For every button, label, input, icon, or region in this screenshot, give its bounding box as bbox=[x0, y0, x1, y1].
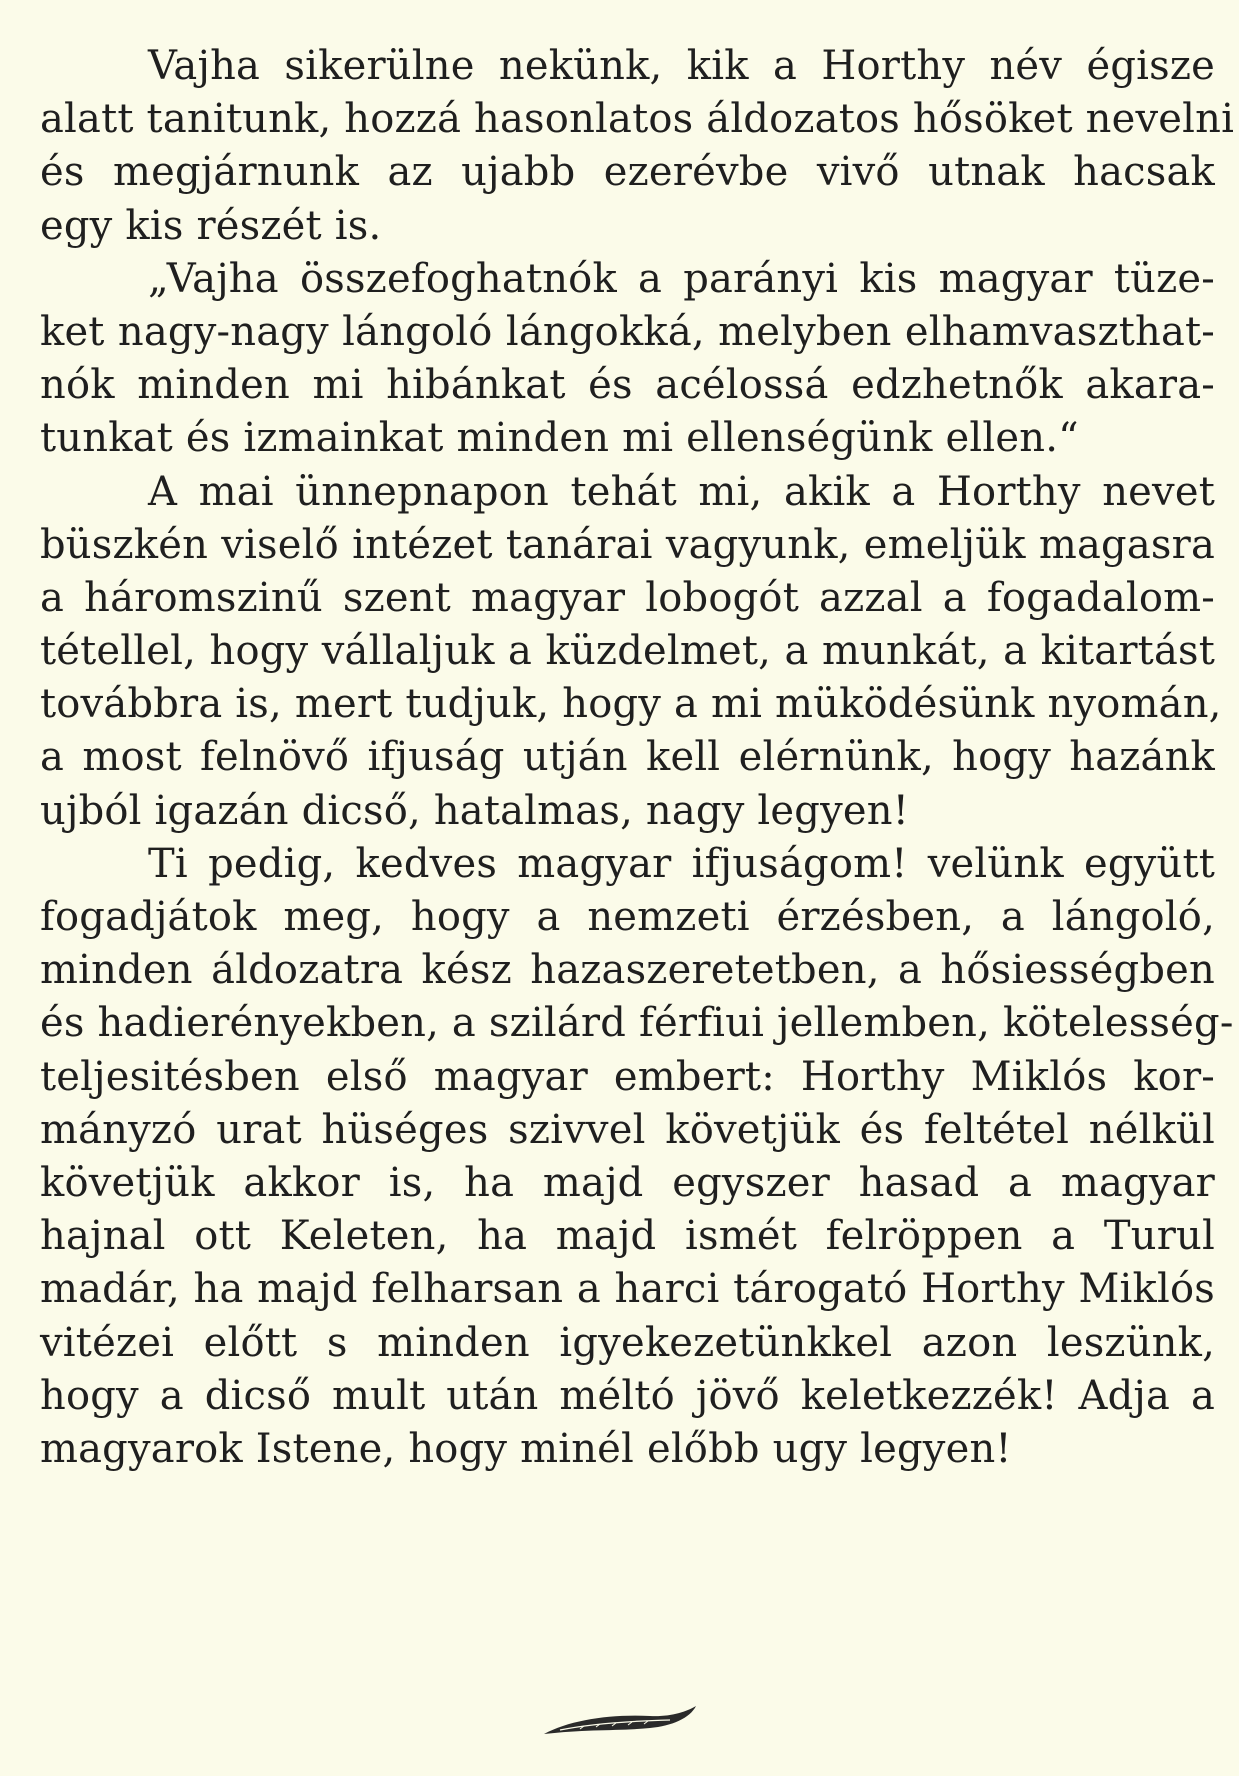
paragraph-1-line-2: alatt tanitunk, hozzá hasonlatos áldozatos hősöket nevelni bbox=[40, 96, 1235, 143]
paragraph-4-line-1: Ti pedig, kedves magyar ifjuságom! velünk együtt bbox=[148, 840, 1215, 887]
paragraph-4-line-3: minden áldozatra kész hazaszeretetben, a hősiességben bbox=[40, 947, 1215, 994]
text-block bbox=[40, 40, 1235, 1476]
paragraph-4-line-10: vitézei előtt s minden igyekezetünkkel azon leszünk, bbox=[40, 1319, 1215, 1366]
paragraph-4-line-9: madár, ha majd felharsan a harci tárogató Horthy Miklós bbox=[40, 1266, 1215, 1313]
paragraph-4-line-5: teljesitésben első magyar embert: Horthy Miklós kor- bbox=[40, 1053, 1215, 1100]
paragraph-4-line-4: és hadierényekben, a szilárd férfiui jellemben, kötelesség- bbox=[40, 1000, 1234, 1047]
paragraph-4-line-12: magyarok Istene, hogy minél előbb ugy legyen! bbox=[40, 1425, 1012, 1472]
paragraph-3-line-5: továbbra is, mert tudjuk, hogy a mi müködésünk nyomán, bbox=[40, 681, 1222, 728]
paragraph-2-line-2: ket nagy-nagy lángoló lángokká, melyben elhamvaszthat- bbox=[40, 308, 1215, 355]
paragraph-2-line-1: „Vajha összefoghatnók a parányi kis magyar tüze- bbox=[148, 255, 1215, 302]
decorative-flourish-icon bbox=[540, 1702, 700, 1742]
paragraph-2-line-4: tunkat és izmainkat minden mi ellenségünk ellen.“ bbox=[40, 415, 1079, 462]
paragraph-1-line-3: és megjárnunk az ujabb ezerévbe vivő utnak hacsak bbox=[40, 149, 1215, 196]
paragraph-4-line-6: mányzó urat hüséges szivvel követjük és feltétel nélkül bbox=[40, 1106, 1215, 1153]
paragraph-3-line-3: a háromszinű szent magyar lobogót azzal a fogadalom- bbox=[40, 574, 1215, 621]
paragraph-3-line-6: a most felnövő ifjuság utján kell elérnünk, hogy hazánk bbox=[40, 734, 1215, 781]
paragraph-2-line-3: nók minden mi hibánkat és acélossá edzhetnők akara- bbox=[40, 362, 1215, 409]
paragraph-4-line-2: fogadjátok meg, hogy a nemzeti érzésben, a lángoló, bbox=[40, 894, 1215, 940]
paragraph-1-line-1: Vajha sikerülne nekünk, kik a Horthy név égisze bbox=[148, 43, 1215, 89]
paragraph-3-line-4: tétellel, hogy vállaljuk a küzdelmet, a munkát, a kitartást bbox=[40, 628, 1215, 675]
paragraph-4-line-7: követjük akkor is, ha majd egyszer hasad a magyar bbox=[40, 1159, 1215, 1206]
paragraph-3-line-1: A mai ünnepnapon tehát mi, akik a Horthy nevet bbox=[148, 468, 1215, 515]
paragraph-4-line-11: hogy a dicső mult után méltó jövő keletkezzék! Adja a bbox=[40, 1372, 1215, 1419]
paragraph-1-line-4: egy kis részét is. bbox=[40, 202, 382, 249]
paragraph-4-line-8: hajnal ott Keleten, ha majd ismét felröppen a Turul bbox=[40, 1213, 1215, 1260]
paragraph-3-line-2: büszkén viselő intézet tanárai vagyunk, emeljük magasra bbox=[40, 521, 1215, 568]
paragraph-3-line-7: ujból igazán dicső, hatalmas, nagy legyen! bbox=[40, 787, 910, 834]
